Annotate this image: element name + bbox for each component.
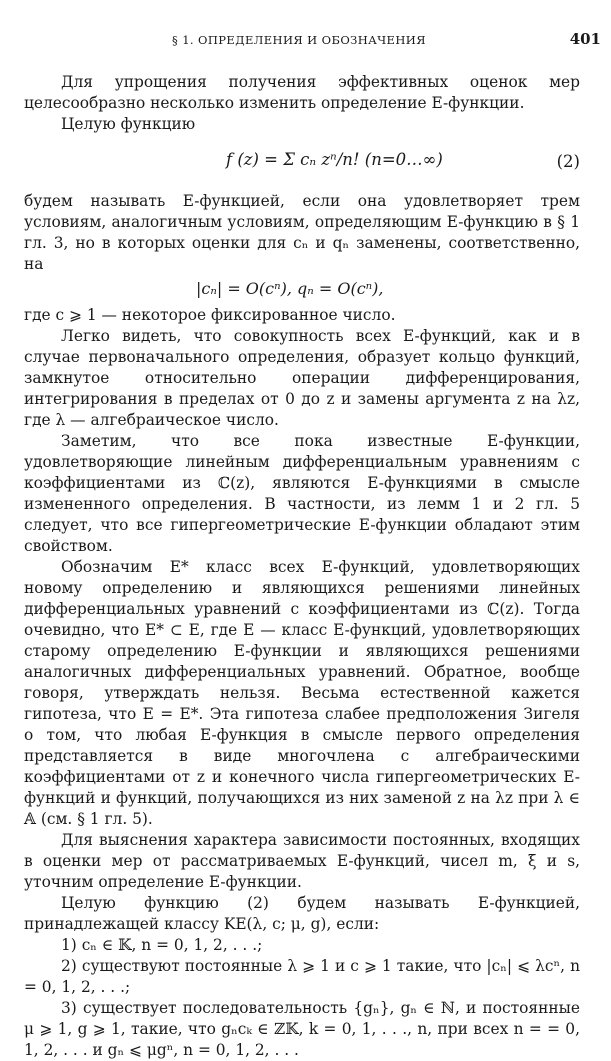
formula-expression: f (z) = Σ cₙ zⁿ/n! (n=0…∞) bbox=[226, 150, 443, 169]
formula-2 bbox=[24, 135, 580, 191]
page-number: 401 bbox=[569, 30, 601, 48]
running-header bbox=[0, 30, 611, 53]
equation-number: (2) bbox=[556, 152, 580, 171]
paragraph: Для упрощения получения эффективных оценок мер целесообразно несколько изменить определение E-функции. bbox=[24, 73, 580, 112]
paragraph: будем называть E-функцией, если она удовлетворяет трем условиям, аналогичным условиям, определяющим E-функцию в § 1 гл. 3, но в которых оценки для cₙ и qₙ заменены, соответственно, на bbox=[24, 192, 580, 273]
formula-estimates: |cₙ| = O(cⁿ), qₙ = O(cⁿ), bbox=[196, 279, 384, 298]
paragraph: Заметим, что все пока известные E-функции, удовлетворяющие линейным дифференциальным уравнениям с коэффициентами из ℂ(z), являются E-функциями в смысле измененного определения. В частности, из лемм 1 и 2 гл. 5 следует, что все гипергеометрические E-функции обладают этим свойством. bbox=[24, 432, 580, 555]
paragraph: где c ⩾ 1 — некоторое фиксированное число. bbox=[24, 306, 396, 324]
paragraph: Для выяснения характера зависимости постоянных, входящих в оценки мер от рассматриваемых E-функций, чисел m, ξ и s, уточним определение E-функции. bbox=[24, 831, 580, 891]
paragraph: Обозначим E* класс всех E-функций, удовлетворяющих новому определению и являющихся решениями линейных дифференциальных уравнений с коэффициентами из ℂ(z). Тогда очевидно, что E* ⊂ E, где E — класс E-функций, удовлетворяющих старому определению E-функции и являющихся решениями аналогичных дифференциальных уравнений. Обратное, вообще говоря, утверждать нельзя. Весьма естественной кажется гипотеза, что E = E*. Эта гипотеза слабее предположения Зигеля о том, что любая E-функция в смысле первого определения представляется в виде многочлена с алгебраическими коэффициентами от z и конечного числа гипергеометрических E-функций и функций, получающихся из них заменой z на λz при λ ∈ 𝔸 (см. § 1 гл. 5). bbox=[24, 558, 580, 828]
paragraph: Легко видеть, что совокупность всех E-функций, как и в случае первоначального определения, образует кольцо функций, замкнутое относительно операции дифференцирования, интегрирования в пределах от 0 до z и замены аргумента z на λz, где λ — алгебраическое число. bbox=[24, 327, 580, 429]
text-body bbox=[24, 72, 580, 1061]
list-item: 2) существуют постоянные λ ⩾ 1 и c ⩾ 1 такие, что |cₙ| ⩽ λcⁿ, n = 0, 1, 2, . . .; bbox=[24, 957, 580, 996]
list-item: 3) существует последовательность {gₙ}, gₙ ∈ ℕ, и постоянные μ ⩾ 1, g ⩾ 1, такие, что gₙcₖ ∈ ℤ𝕂, k = 0, 1, . . ., n, при всех n = = 0, 1, 2, . . . и gₙ ⩽ μgⁿ, n = 0, 1, 2, . . . bbox=[24, 999, 580, 1059]
paragraph: Целую функцию bbox=[61, 115, 196, 133]
list-item: 1) cₙ ∈ 𝕂, n = 0, 1, 2, . . .; bbox=[61, 936, 263, 954]
section-title: § 1. ОПРЕДЕЛЕНИЯ И ОБОЗНАЧЕНИЯ bbox=[172, 33, 426, 47]
paragraph: Целую функцию (2) будем называть E-функцией, принадлежащей классу KE(λ, c; μ, g), если: bbox=[24, 894, 580, 933]
